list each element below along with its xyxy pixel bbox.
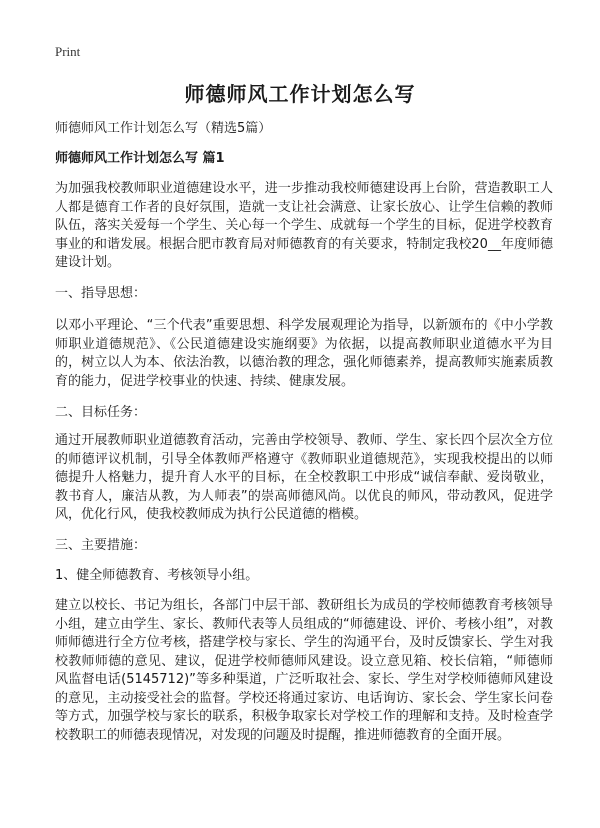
measure-1-paragraph: 建立以校长、书记为组长，各部门中层干部、教研组长为成员的学校师德教育考核领导小组，建立由学生、家长、教师代表等人员组成的“师德建设、评价、考核小组”，对教师师德进行全方位考核，搭建学校与家长、学生的沟通平台，及时反馈家长、学生对我校教师师德的意见、建议，促进学校师德师风建设。设立意见箱、校长信箱，“师德师风监督电话(5145712)”等多种渠道，广泛听取社会、家长、学生对学校师德师风建设的意见，主动接受社会的监督。学校还将通过家访、电话询访、家长会、学生家长问卷等方式，加强学校与家长的联系，积极争取家长对学校工作的理解和支持。及时检查学校教职工的师德表现情况，对发现的问题及时提醒，推进师德教育的全面开展。	[55, 598, 553, 743]
intro-paragraph: 为加强我校教师职业道德建设水平，进一步推动我校师德建设再上台阶，营造教职工人人都是德育工作者的良好氛围，造就一支让社会满意、让家长放心、让学生信赖的教师队伍，落实关爱每一个学生、关心每一个学生、成就每一个学生的目标，促进学校教育事业的和谐发展。根据合肥市教育局对师德教育的有关要求，特制定我校20__年度师德建设计划。	[55, 181, 553, 270]
page-title: 师德师风工作计划怎么写	[184, 82, 416, 106]
measure-heading-1: 1、健全师德教育、考核领导小组。	[55, 568, 259, 583]
guiding-ideology-paragraph: 以邓小平理论、“三个代表”重要思想、科学发展观理论为指导，以新颁布的《中小学教师职业道德规范》、《公民道德建设实施纲要》为依据，以提高教师职业道德水平为目的，树立以人为本、依法治教，以德治教的理念，强化师德素养，提高教师实施素质教育的能力，促进学校事业的快速、持续、健康发展。	[55, 318, 553, 389]
article-title: 师德师风工作计划怎么写 篇1	[55, 151, 225, 166]
section-heading-goals: 二、目标任务：	[55, 405, 147, 420]
section-heading-measures: 三、主要措施：	[55, 538, 147, 553]
goals-paragraph: 通过开展教师职业道德教育活动，完善由学校领导、教师、学生、家长四个层次全方位的师德评议机制，引导全体教师严格遵守《教师职业道德规范》，实现我校提出的以师德提升人格魅力，提升育人水平的目标，在全校教职工中形成“诚信奉献、爱岗敬业，教书育人，廉洁从教，为人师表”的崇高师德风尚。以优良的师风，带动教风，促进学风，优化行风，使我校教师成为执行公民道德的楷模。	[55, 433, 553, 522]
document-subtitle: 师德师风工作计划怎么写（精选5篇）	[55, 121, 272, 136]
print-label: Print	[55, 44, 81, 59]
section-heading-guiding-ideology: 一、指导思想：	[55, 286, 147, 301]
